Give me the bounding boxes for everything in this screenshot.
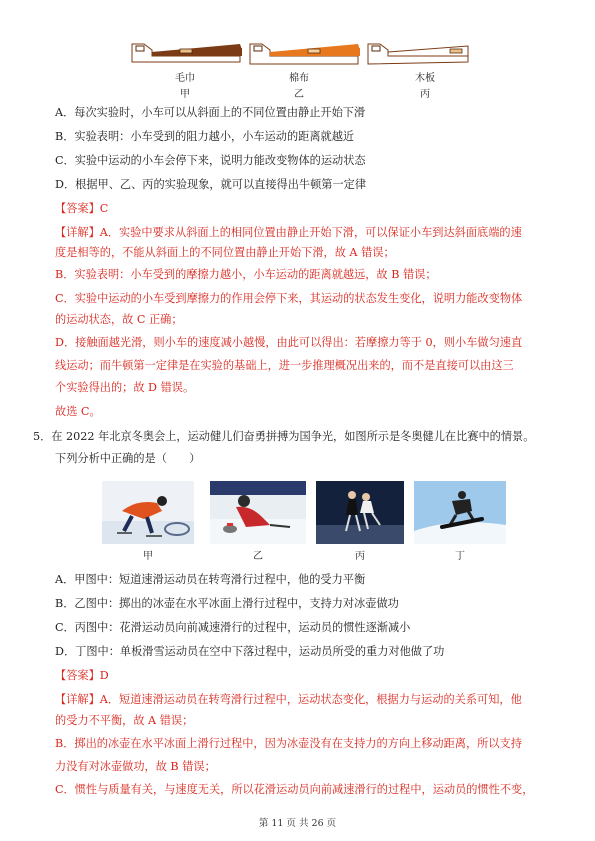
q5-answer: 【答案】D xyxy=(55,669,109,682)
ramp-cloth xyxy=(250,44,360,64)
q5-option-c: C．丙图中：花滑运动员向前减速滑行的过程中，运动员的惯性逐渐减小 xyxy=(55,621,411,634)
q4-option-c: C．实验中运动的小车会停下来，说明力能改变物体的运动状态 xyxy=(55,154,366,167)
q4-option-d: D．根据甲、乙、丙的实验现象，就可以直接得出牛顿第一定律 xyxy=(55,178,367,191)
label-jia: 甲 xyxy=(180,89,190,100)
ramp-towel xyxy=(132,44,242,62)
q4-detail-line-7: 线运动；而牛顿第一定律是在实验的基础上，进一步推理概况出来的，而不是直接可以由这三 xyxy=(55,359,514,372)
photo-curling xyxy=(210,481,306,544)
photo-snowboard xyxy=(414,481,506,544)
q4-option-a: A．每次实验时，小车可以从斜面上的不同位置由静止开始下滑 xyxy=(55,106,366,119)
q5-option-a: A．甲图中：短道速滑运动员在转弯滑行过程中，他的受力平衡 xyxy=(55,573,366,586)
q4-detail-line-3: B．实验表明：小车受到的摩擦力越小，小车运动的距离就越远，故 B 错误； xyxy=(55,268,437,281)
q4-conclusion: 故选 C。 xyxy=(55,405,101,418)
q5-detail-line-3: B．掷出的冰壶在水平冰面上滑行过程中，因为冰壶没有在支持力的方向上移动距离，所以支持 xyxy=(55,737,522,750)
q4-detail-line-2: 度是相等的，不能从斜面上的不同位置由静止开始下滑，故 A 错误； xyxy=(55,246,395,259)
q4-option-b: B．实验表明：小车受到的阻力越小，小车运动的距离就越近 xyxy=(55,130,355,143)
q5-detail-line-2: 的受力不平衡，故 A 错误； xyxy=(55,714,194,727)
q5-detail-line-4: 力没有对冰壶做功，故 B 错误； xyxy=(55,760,216,773)
q5-option-b: B．乙图中：掷出的冰壶在水平冰面上滑行过程中，支持力对冰壶做功 xyxy=(55,597,399,610)
label-bing: 丙 xyxy=(420,89,430,100)
q4-detail-line-4: C．实验中运动的小车受到摩擦力的作用会停下来，其运动的状态发生变化，说明力能改变物体 xyxy=(55,292,523,305)
caption-cloth: 棉布 xyxy=(289,73,309,84)
q4-answer: 【答案】C xyxy=(55,202,109,215)
q5-detail-line-1: 【详解】A．短道速滑运动员在转弯滑行过程中，运动状态变化，根据力与运动的关系可知，他 xyxy=(55,693,522,706)
ramp-board xyxy=(368,44,468,64)
photo-label-yi: 乙 xyxy=(253,551,263,562)
q4-detail-line-6: D．接触面越光滑，则小车的速度减小越慢，由此可以得出：若摩擦力等于 0，则小车做匀速直 xyxy=(55,336,523,349)
q5-option-d: D．丁图中：单板滑雪运动员在空中下落过程中，运动员所受的重力对他做了功 xyxy=(55,645,445,658)
photo-label-ding: 丁 xyxy=(455,551,465,562)
q5-detail-line-5: C．惯性与质量有关，与速度无关，所以花滑运动员向前减速滑行的过程中，运动员的惯性不变， xyxy=(55,783,534,796)
label-yi: 乙 xyxy=(294,89,304,100)
q5-title-line-1: 5．在 2022 年北京冬奥会上，运动健儿们奋勇拼搏为国争光，如图所示是冬奥健儿在比赛中的情景。 xyxy=(33,430,535,443)
q4-detail-line-1: 【详解】A．实验中要求从斜面上的相同位置由静止开始下滑，可以保证小车到达斜面底端的速 xyxy=(55,226,522,239)
photo-label-jia: 甲 xyxy=(143,551,153,562)
photo-figure-skating xyxy=(316,481,404,544)
caption-towel: 毛巾 xyxy=(175,73,195,84)
q4-detail-line-5: 的运动状态，故 C 正确； xyxy=(55,313,183,326)
photo-speed-skating xyxy=(102,481,194,544)
q4-detail-line-8: 个实验得出的；故 D 错误。 xyxy=(55,381,195,394)
q5-title-line-2: 下列分析中正确的是（ ） xyxy=(55,452,201,465)
caption-board: 木板 xyxy=(415,73,435,84)
photo-label-bing: 丙 xyxy=(355,551,365,562)
page-footer: 第 11 页 共 26 页 xyxy=(258,818,337,829)
